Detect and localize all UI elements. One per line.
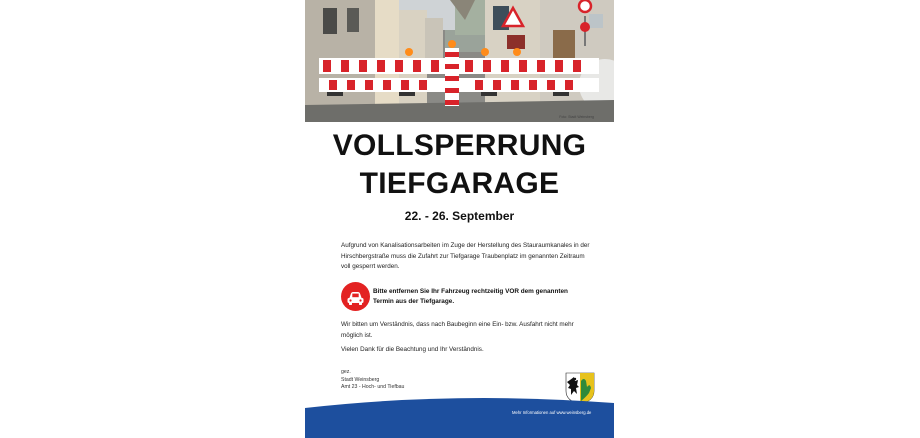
date-range: 22. - 26. September xyxy=(404,209,515,223)
footer-band xyxy=(305,395,614,438)
signature-block xyxy=(341,369,404,392)
intro-paragraph: Aufgrund von Kanalisationsarbeiten im Zuge der Herstellung des Stauraumkanales in der Hirschbergstraße muss die Zufahrt zur Tiefgarage Traubenplatz im genannten Zeitraum voll gesperrt werden. xyxy=(341,242,590,270)
warning-message: Bitte entfernen Sie Ihr Fahrzeug rechtzeitig VOR dem genannten Termin aus der Tiefgarage. xyxy=(373,288,568,305)
photo-credit: Foto: Stadt Weinsberg xyxy=(559,115,594,119)
street-photo xyxy=(305,0,614,122)
car-icon xyxy=(341,282,370,311)
thanks-paragraph: Vielen Dank für die Beachtung und Ihr Verständnis. xyxy=(341,346,484,353)
headline-line-2: TIEFGARAGE xyxy=(359,167,560,200)
signature-line-gez: gez. xyxy=(341,369,351,375)
poster xyxy=(305,0,614,438)
request-paragraph: Wir bitten um Verständnis, dass nach Baubeginn eine Ein- bzw. Ausfahrt nicht mehr möglich ist. xyxy=(341,321,574,339)
headline-line-1: VOLLSPERRUNG xyxy=(332,129,587,162)
road-barrier-image xyxy=(305,0,614,122)
signature-department: Amt 23 - Hoch- und Tiefbau xyxy=(341,384,405,391)
signature-organization: Stadt Weinsberg xyxy=(341,376,380,383)
website-link[interactable]: Mehr Informationen auf www.weinsberg.de xyxy=(512,410,592,415)
